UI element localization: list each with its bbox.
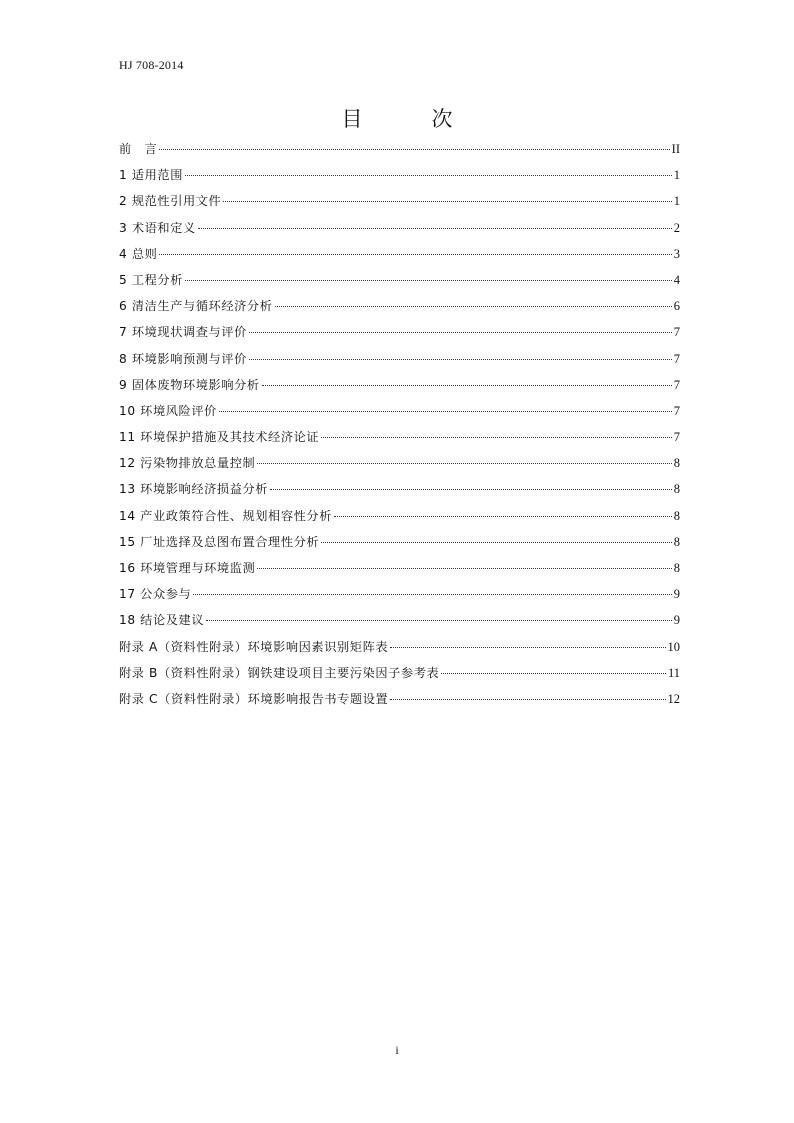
toc-entry-label: 10 环境风险评价: [119, 403, 217, 418]
toc-leader-dots: [219, 411, 672, 412]
toc-entry-17[interactable]: [119, 585, 680, 611]
toc-entry-16[interactable]: [119, 559, 680, 585]
toc-entry-page: II: [671, 142, 680, 156]
toc-entry-7[interactable]: [119, 323, 680, 349]
page-number: i: [395, 1043, 399, 1057]
toc-entry-label: 附录 A（资料性附录）环境影响因素识别矩阵表: [119, 639, 389, 654]
toc-entry-page: 7: [673, 351, 680, 366]
toc-entry-appendix-b[interactable]: [119, 664, 680, 690]
toc-entry-page: 7: [673, 377, 680, 392]
toc-leader-dots: [257, 463, 671, 464]
toc-entry-label: 4 总则: [119, 246, 158, 261]
toc-leader-dots: [262, 385, 672, 386]
toc-entry-15[interactable]: [119, 533, 680, 559]
toc-entry-page: 9: [673, 613, 680, 628]
toc-leader-dots: [441, 673, 666, 674]
toc-entry-label: 2 规范性引用文件: [119, 194, 222, 209]
toc-entry-label: 14 产业政策符合性、规划相容性分析: [119, 508, 332, 523]
toc-entry-label: 3 术语和定义: [119, 220, 196, 235]
toc-leader-dots: [390, 699, 665, 700]
toc-entry-page: 8: [673, 456, 680, 471]
toc-entry-page: 7: [673, 325, 680, 340]
toc-leader-dots: [257, 568, 671, 569]
toc-entry-page: 2: [673, 220, 680, 235]
toc-entry-page: 4: [673, 272, 680, 287]
toc-leader-dots: [198, 228, 672, 229]
toc-leader-dots: [275, 306, 672, 307]
toc-entry-page: 1: [673, 194, 680, 209]
toc-entry-label: 附录 B（资料性附录）钢铁建设项目主要污染因子参考表: [119, 665, 440, 680]
toc-entry-label: 16 环境管理与环境监测: [119, 561, 256, 575]
toc-entry-12[interactable]: [119, 454, 680, 480]
toc-entry-label: 9 固体废物环境影响分析: [119, 377, 260, 392]
toc-entry-page: 8: [673, 508, 680, 523]
toc-entry-label: 11 环境保护措施及其技术经济论证: [119, 430, 320, 445]
toc-entry-page: 8: [673, 561, 680, 575]
toc-entry-label: 17 公众参与: [119, 587, 192, 602]
toc-entry-appendix-a[interactable]: [119, 638, 680, 664]
toc-leader-dots: [159, 149, 669, 150]
toc-entry-8[interactable]: [119, 350, 680, 376]
toc-leader-dots: [321, 542, 672, 543]
toc-entry-label: 7 环境现状调查与评价: [119, 325, 247, 340]
standard-code: HJ 708-2014: [119, 58, 184, 72]
toc-entry-5[interactable]: [119, 271, 680, 297]
toc-entry-page: 11: [667, 665, 680, 680]
toc-entry-page: 10: [667, 639, 680, 654]
toc-leader-dots: [159, 254, 671, 255]
toc-entry-label: 前 言: [119, 142, 158, 156]
toc-entry-page: 6: [673, 299, 680, 314]
toc-entry-page: 3: [673, 246, 680, 261]
table-of-contents: [119, 140, 680, 716]
toc-entry-label: 5 工程分析: [119, 272, 183, 287]
toc-entry-2[interactable]: [119, 192, 680, 218]
toc-entry-page: 12: [667, 691, 680, 706]
toc-entry-label: 6 清洁生产与循环经济分析: [119, 299, 273, 314]
toc-entry-page: 7: [673, 430, 680, 445]
toc-entry-page: 9: [673, 587, 680, 602]
toc-entry-10[interactable]: [119, 402, 680, 428]
toc-entry-11[interactable]: [119, 428, 680, 454]
toc-entry-label: 15 厂址选择及总图布置合理性分析: [119, 534, 320, 549]
toc-entry-page: 1: [673, 168, 680, 183]
toc-entry-label: 12 污染物排放总量控制: [119, 456, 256, 471]
toc-entry-label: 13 环境影响经济损益分析: [119, 482, 269, 497]
toc-leader-dots: [185, 280, 672, 281]
toc-leader-dots: [270, 489, 672, 490]
toc-leader-dots: [206, 620, 672, 621]
toc-entry-appendix-c[interactable]: [119, 690, 680, 716]
toc-leader-dots: [249, 332, 672, 333]
toc-entry-9[interactable]: [119, 376, 680, 402]
toc-leader-dots: [321, 437, 672, 438]
toc-entry-label: 1 适用范围: [119, 168, 183, 183]
toc-leader-dots: [193, 594, 671, 595]
toc-entry-3[interactable]: [119, 219, 680, 245]
toc-entry-page: 8: [673, 534, 680, 549]
toc-leader-dots: [390, 647, 665, 648]
toc-entry-14[interactable]: [119, 507, 680, 533]
toc-leader-dots: [185, 175, 672, 176]
toc-entry-1[interactable]: [119, 166, 680, 192]
toc-entry-6[interactable]: [119, 297, 680, 323]
toc-leader-dots: [223, 201, 671, 202]
toc-entry-page: 7: [673, 403, 680, 418]
toc-leader-dots: [249, 359, 672, 360]
toc-entry-4[interactable]: [119, 245, 680, 271]
toc-entry-label: 附录 C（资料性附录）环境影响报告书专题设置: [119, 691, 389, 706]
page-title: 目 次: [341, 107, 477, 131]
toc-entry-label: 8 环境影响预测与评价: [119, 351, 247, 366]
toc-entry-label: 18 结论及建议: [119, 613, 205, 628]
toc-entry-18[interactable]: [119, 611, 680, 637]
toc-leader-dots: [334, 516, 672, 517]
toc-entry-foreword[interactable]: [119, 140, 680, 166]
toc-entry-13[interactable]: [119, 480, 680, 506]
toc-entry-page: 8: [673, 482, 680, 497]
